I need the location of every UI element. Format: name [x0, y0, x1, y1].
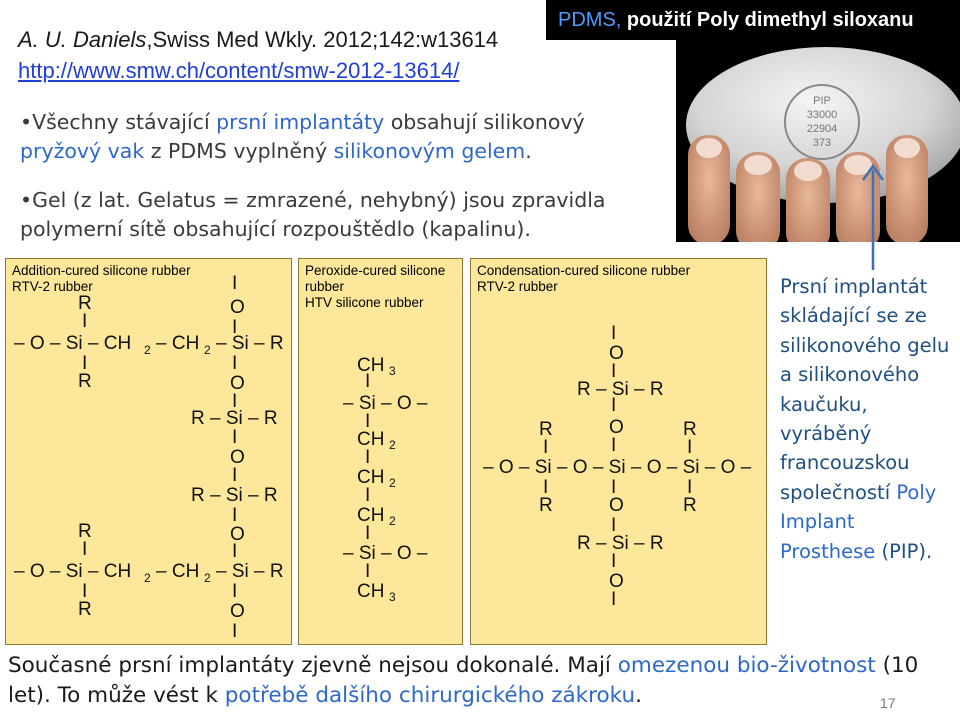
svg-text:R: R [539, 419, 553, 440]
stamp-line-4: 373 [812, 137, 832, 149]
svg-text:CH: CH [357, 505, 385, 526]
svg-text:I: I [365, 447, 371, 468]
svg-text:CH: CH [357, 355, 385, 376]
svg-text:3: 3 [389, 364, 396, 378]
panel-condensation-cured [470, 258, 767, 645]
addition-cured-structure [6, 259, 291, 644]
panel3-title-1: Condensation-cured silicone rubber [477, 263, 691, 278]
svg-text:O: O [230, 297, 245, 318]
panel2-title-2: rubber [305, 279, 345, 294]
header-bar [546, 0, 960, 40]
svg-text:– Si – R: – Si – R [216, 561, 284, 582]
svg-text:I: I [611, 551, 617, 572]
svg-text:I: I [365, 411, 371, 432]
svg-text:CH: CH [357, 429, 385, 450]
svg-text:– O – Si – O – Si – O – Si – O: – O – Si – O – Si – O – Si – O – [483, 457, 752, 478]
svg-text:O: O [609, 417, 624, 438]
svg-text:O: O [230, 447, 245, 468]
svg-text:I: I [82, 353, 88, 374]
panel-addition-cured [5, 258, 292, 645]
svg-text:I: I [611, 515, 617, 536]
peroxide-cured-structure [299, 259, 462, 644]
svg-text:R: R [78, 293, 92, 314]
reference-block [18, 24, 498, 86]
svg-text:2: 2 [144, 571, 151, 585]
svg-text:I: I [82, 581, 88, 602]
svg-text:– Si – R: – Si – R [216, 333, 284, 354]
svg-text:I: I [611, 589, 617, 610]
svg-text:CH: CH [357, 467, 385, 488]
svg-text:I: I [543, 477, 549, 498]
panel1-title-2: RTV-2 rubber [12, 279, 93, 294]
header-title: použití Poly dimethyl siloxanu [621, 9, 914, 31]
svg-text:– O – Si – CH: – O – Si – CH [14, 333, 132, 354]
svg-text:I: I [687, 437, 693, 458]
svg-text:2: 2 [389, 476, 396, 490]
svg-text:I: I [611, 395, 617, 416]
svg-text:R – Si – R: R – Si – R [191, 485, 278, 506]
svg-text:R – Si – R: R – Si – R [191, 408, 278, 429]
svg-text:R: R [78, 371, 92, 392]
svg-text:R – Si – R: R – Si – R [577, 533, 664, 554]
svg-text:I: I [611, 435, 617, 456]
panel2-title-3: HTV silicone rubber [305, 295, 424, 310]
svg-text:I: I [82, 539, 88, 560]
svg-text:R: R [683, 495, 697, 516]
stamp-line-1: PIP [813, 95, 831, 107]
implant-photo [676, 40, 960, 242]
svg-text:– CH: – CH [156, 333, 200, 354]
svg-text:O: O [230, 373, 245, 394]
svg-text:2: 2 [204, 571, 211, 585]
svg-text:I: I [232, 465, 238, 486]
svg-text:I: I [232, 391, 238, 412]
svg-text:R – Si – R: R – Si – R [577, 379, 664, 400]
svg-text:– Si – O –: – Si – O – [343, 543, 428, 564]
reference-journal: ,Swiss Med Wkly. 2012;142:w13614 [146, 27, 499, 52]
svg-text:I: I [232, 353, 238, 374]
panel2-title-1: Peroxide-cured silicone [305, 263, 446, 278]
svg-text:2: 2 [389, 514, 396, 528]
arrow-up-icon [858, 160, 888, 272]
svg-text:CH: CH [357, 581, 385, 602]
svg-text:2: 2 [144, 343, 151, 357]
reference-link[interactable]: http://www.smw.ch/content/smw-2012-13614/ [18, 58, 460, 83]
svg-text:2: 2 [389, 438, 396, 452]
reference-authors: A. U. Daniels [18, 27, 147, 52]
svg-text:I: I [232, 273, 238, 294]
svg-text:I: I [232, 581, 238, 602]
svg-text:I: I [365, 371, 371, 392]
svg-text:I: I [611, 323, 617, 344]
svg-text:O: O [609, 343, 624, 364]
svg-text:O: O [230, 601, 245, 622]
panel-peroxide-cured [298, 258, 463, 645]
page-number: 17 [880, 695, 896, 711]
svg-text:I: I [232, 427, 238, 448]
svg-text:2: 2 [204, 343, 211, 357]
svg-text:I: I [232, 621, 238, 642]
bullet-2: •Gel (z lat. Gelatus = zmrazené, nehybný) jsou zpravidla polymerní sítě obsahující rozpouštědlo (kapalinu). [20, 188, 606, 241]
svg-text:R: R [539, 495, 553, 516]
svg-text:I: I [543, 437, 549, 458]
svg-text:I: I [687, 477, 693, 498]
condensation-cured-structure [471, 259, 766, 644]
svg-text:O: O [230, 524, 245, 545]
bullet-1: •Všechny stávající prsní implantáty obsahují silikonový pryžový vak z PDMS vyplněný silikonovým gelem. [20, 110, 585, 163]
svg-text:I: I [232, 505, 238, 526]
svg-text:– CH: – CH [156, 561, 200, 582]
svg-text:I: I [365, 561, 371, 582]
stamp-line-3: 22904 [806, 123, 838, 135]
svg-text:I: I [611, 361, 617, 382]
svg-text:I: I [232, 317, 238, 338]
svg-text:R: R [78, 521, 92, 542]
svg-text:R: R [78, 599, 92, 620]
svg-text:I: I [232, 541, 238, 562]
bottom-note: Současné prsní implantáty zjevně nejsou dokonalé. Mají omezenou bio-životnost (10 let). To může vést k potřebě dalšího chirurgického zákroku. [8, 653, 919, 708]
implant-image [676, 40, 960, 242]
svg-text:O: O [609, 495, 624, 516]
svg-text:I: I [365, 485, 371, 506]
svg-text:I: I [365, 523, 371, 544]
svg-text:– O – Si – CH: – O – Si – CH [14, 561, 132, 582]
panel3-title-2: RTV-2 rubber [477, 279, 558, 294]
side-description: Prsní implantát skládající se ze silikonového gelu a silikonového kaučuku, vyráběný francouzskou společností Poly Implant Prosthese (PIP). [780, 275, 950, 563]
svg-text:– Si – O –: – Si – O – [343, 393, 428, 414]
stamp-line-2: 33000 [806, 109, 838, 121]
svg-text:R: R [683, 419, 697, 440]
svg-text:3: 3 [389, 590, 396, 604]
header-pdms: PDMS, [558, 9, 622, 31]
svg-text:O: O [609, 571, 624, 592]
panel1-title-1: Addition-cured silicone rubber [12, 263, 191, 278]
svg-text:I: I [82, 311, 88, 332]
svg-text:I: I [611, 477, 617, 498]
